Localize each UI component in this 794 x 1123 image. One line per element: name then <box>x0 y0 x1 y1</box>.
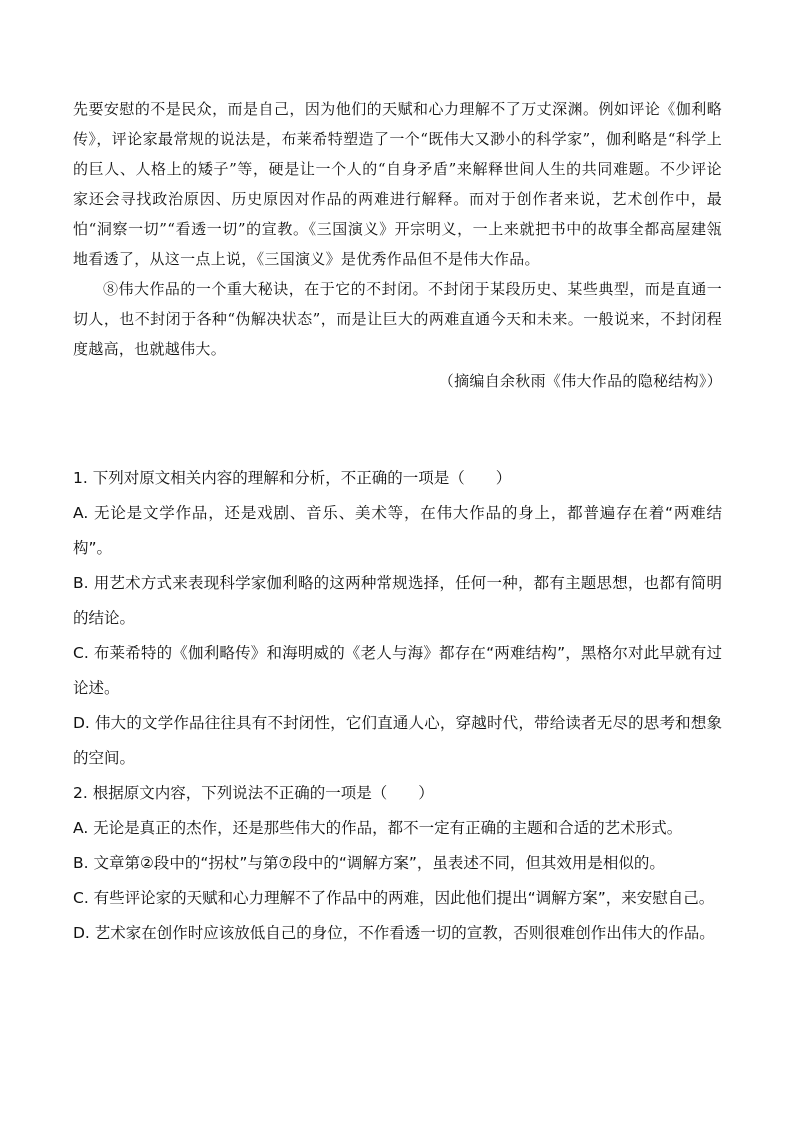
question-2-option-c: C. 有些评论家的天赋和心力理解不了作品中的两难，因此他们提出“调解方案”，来安慰自己。 <box>73 889 715 907</box>
question-1-option-b: B. 用艺术方式来表现科学家伽利略的这两种常规选择，任何一种，都有主题思想，也都有简明的结论。 <box>73 574 722 627</box>
question-section <box>73 461 722 951</box>
question-2-stem: 2. 根据原文内容，下列说法不正确的一项是（ ） <box>73 784 434 802</box>
reading-passage <box>73 94 722 396</box>
question-2-option-b: B. 文章第②段中的“拐杖”与第⑦段中的“调解方案”，虽表述不同，但其效用是相似的。 <box>73 854 665 872</box>
question-2-option-d: D. 艺术家在创作时应该放低自己的身位，不作看透一切的宣教，否则很难创作出伟大的作品。 <box>73 924 715 942</box>
question-1-option-c: C. 布莱希特的《伽利略传》和海明威的《老人与海》都存在“两难结构”，黑格尔对此早就有过论述。 <box>73 644 722 697</box>
passage-source: （摘编自余秋雨《伟大作品的隐秘结构》） <box>438 372 722 390</box>
question-1-option-d: D. 伟大的文学作品往往具有不封闭性，它们直通人心，穿越时代，带给读者无尽的思考和想象的空间。 <box>73 714 722 767</box>
question-1-option-a: A. 无论是文学作品，还是戏剧、音乐、美术等，在伟大作品的身上，都普遍存在着“两难结构”。 <box>73 504 722 557</box>
passage-paragraph: 先要安慰的不是民众，而是自己，因为他们的天赋和心力理解不了万丈深渊。例如评论《伽利略传》，评论家最常规的说法是，布莱希特塑造了一个“既伟大又渺小的科学家”，伽利略是“科学上的巨人、人格上的矮子”等，硬是让一个人的“自身矛盾”来解释世间人生的共同难题。不少评论家还会寻找政治原因、历史原因对作品的两难进行解释。而对于创作者来说，艺术创作中，最怕“洞察一切”“看透一切”的宣教。《三国演义》开宗明义，一上来就把书中的故事全都高屋建瓴地看透了，从这一点上说，《三国演义》是优秀作品但不是伟大作品。 <box>73 100 722 268</box>
passage-paragraph-8: ⑧伟大作品的一个重大秘诀，在于它的不封闭。不封闭于某段历史、某些典型，而是直通一切人，也不封闭于各种“伪解决状态”，而是让巨大的两难直通今天和未来。一般说来，不封闭程度越高，也就越伟大。 <box>73 280 722 358</box>
question-1-stem: 1. 下列对原文相关内容的理解和分析，不正确的一项是（ ） <box>73 469 512 487</box>
question-2-option-a: A. 无论是真正的杰作，还是那些伟大的作品，都不一定有正确的主题和合适的艺术形式。 <box>73 819 683 837</box>
